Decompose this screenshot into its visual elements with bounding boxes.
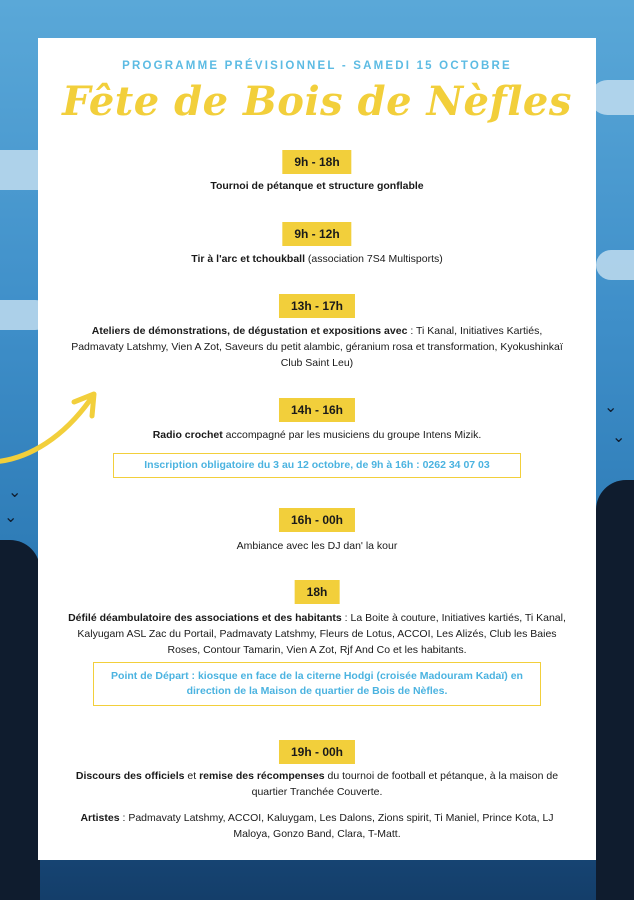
event-text: du tournoi de football et pétanque, à la maison de quartier Tranchée Couverte.	[251, 770, 559, 798]
time-badge: 16h - 00h	[279, 508, 355, 532]
background-palm-silhouette	[0, 540, 40, 900]
event-title: Ateliers de démonstrations, de dégustation et expositions avec	[91, 325, 408, 337]
arrow-icon	[0, 390, 110, 470]
event-text: accompagné par les musiciens du groupe Intens Mizik.	[222, 429, 482, 441]
artists-list	[68, 810, 566, 842]
event-title: Tir à l'arc et tchoukball	[191, 253, 306, 265]
bird-icon: ⌄	[612, 429, 626, 446]
time-badge: 14h - 16h	[279, 398, 355, 422]
event-title: Tournoi de pétanque et structure gonflable	[210, 180, 424, 192]
background-cloud	[596, 250, 634, 280]
artists-label: Artistes	[80, 812, 120, 824]
event-description	[68, 768, 566, 800]
registration-notice: Inscription obligatoire du 3 au 12 octobre, de 9h à 16h : 0262 34 07 03	[113, 453, 521, 478]
time-badge: 9h - 18h	[282, 150, 351, 174]
event-title: remise des récompenses	[199, 770, 325, 782]
departure-notice: Point de Départ : kiosque en face de la citerne Hodgi (croisée Madouram Kadaï) en direction de la Maison de quartier de Bois de Nèfles.	[93, 662, 541, 706]
event-description	[68, 323, 566, 371]
event-title: Discours des officiels	[75, 770, 185, 782]
event-text: : Ti Kanal, Initiatives Kartiés, Padmavaty Latshmy, Vien A Zot, Saveurs du petit alambic, géranium rosa et transformation, Kyokushinkaï Club Saint Leu)	[71, 325, 563, 369]
time-badge: 9h - 12h	[282, 222, 351, 246]
background-palm-silhouette	[596, 480, 634, 900]
event-text: (association 7S4 Multisports)	[305, 253, 443, 265]
program-card	[38, 38, 596, 860]
bird-icon: ⌄	[4, 509, 18, 526]
background-cloud	[590, 80, 634, 115]
event-description	[68, 610, 566, 658]
event-description	[68, 427, 566, 443]
bird-icon: ⌄	[604, 399, 618, 416]
event-text: et	[184, 770, 200, 782]
time-badge: 19h - 00h	[279, 740, 355, 764]
event-title: Défilé déambulatoire des associations et des habitants	[68, 612, 342, 624]
time-badge: 18h	[295, 580, 340, 604]
artists-text: : Padmavaty Latshmy, ACCOI, Kaluygam, Les Dalons, Zions spirit, Ti Maniel, Prince Kota, LJ Maloya, Gonzo Band, Clara, T-Matt.	[119, 812, 554, 840]
program-subtitle: PROGRAMME PRÉVISIONNEL - SAMEDI 15 OCTOBRE	[122, 60, 512, 72]
time-badge: 13h - 17h	[279, 294, 355, 318]
event-description	[68, 178, 566, 194]
event-description	[68, 251, 566, 267]
event-text: Ambiance avec les DJ dan' la kour	[236, 540, 398, 552]
bird-icon: ⌄	[8, 484, 22, 501]
event-description	[68, 538, 566, 554]
event-title: Radio crochet	[152, 429, 223, 441]
event-text: : La Boite à couture, Initiatives kartiés, Ti Kanal, Kalyugam ASL Zac du Portail, Padmavaty Latshmy, Fleurs de Lotus, ACCOI, Les Alizés, Club les Baies Roses, Contour Tamarin, Vien A Zot, Rjf And Co et les habitants.	[77, 612, 566, 656]
page-title: Fête de Bois de Nèfles	[62, 78, 572, 125]
